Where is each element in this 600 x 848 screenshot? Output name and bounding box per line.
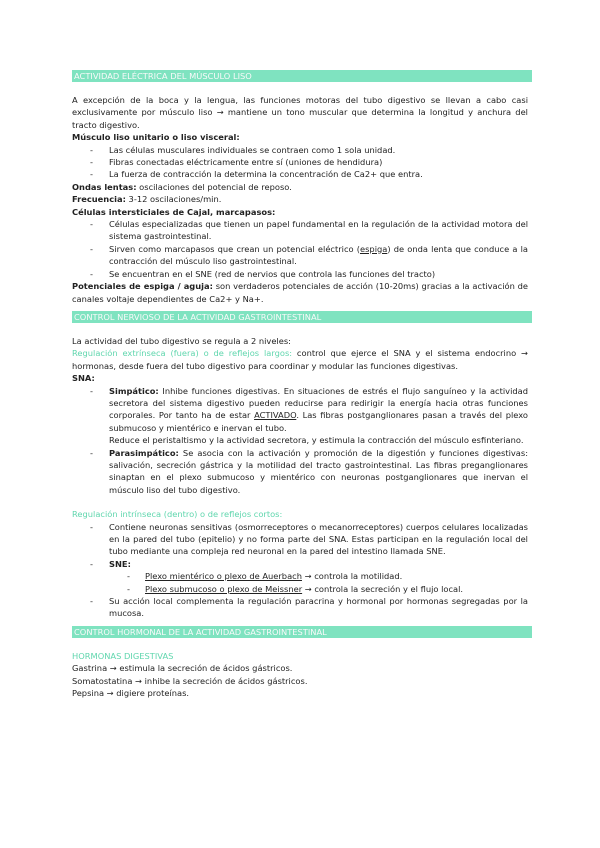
subheading-cajal: Células intersticiales de Cajal, marcapasos:	[72, 206, 276, 217]
line-somatostatina: Somatostatina → inhibe la secreción de ácidos gástricos.	[72, 675, 308, 686]
section-heading-actividad-electrica: ACTIVIDAD ELÉCTRICA DEL MÚSCULO LISO	[72, 70, 532, 82]
section-heading-control-nervioso: CONTROL NERVIOSO DE LA ACTIVIDAD GASTROINTESTINAL	[72, 311, 532, 323]
paragraph-ondas-lentas: Ondas lentas: oscilaciones del potencial de reposo.	[72, 181, 292, 192]
paragraph-regulacion-extrinseca: Regulación extrínseca (fuera) o de reflejos largos: control que ejerce el SNA y el sistema endocrino → hormonas, desde fuera del tubo digestivo para coordinar y modular las funciones digestivas.	[72, 348, 529, 371]
list-item-sne: - SNE:	[90, 558, 131, 569]
list-item-simpatico-cont: Reduce el peristaltismo y la actividad secretora, y estimula la contracción del músculo esfinteriano.	[109, 435, 524, 446]
subheading-regulacion-intrinseca: Regulación intrínseca (dentro) o de reflejos cortos:	[72, 509, 283, 520]
list-unitario	[72, 144, 528, 181]
subheading-hormonas-digestivas: HORMONAS DIGESTIVAS	[72, 650, 174, 661]
paragraph-frecuencia: Frecuencia: 3-12 oscilaciones/min.	[72, 194, 222, 205]
list-item: - Las células musculares individuales se contraen como 1 sola unidad.	[90, 144, 396, 155]
list-item-parasimpatico: - Parasimpático: Se asocia con la activación y promoción de la digestión y funciones digestivas: salivación, secreción gástrica y la motilidad del tracto gastrointestinal. Las fibras preganglionares sinaptan en el plexo submucoso y mientérico con neuronas postganglionares que inervan el músculo liso del tubo digestivo.	[90, 447, 528, 495]
paragraph-potenciales-espiga: Potenciales de espiga / aguja: son verdaderos potenciales de acción (10-20ms) gracias a la activación de canales voltaje dependientes de Ca2+ y Na+.	[72, 281, 528, 304]
subheading-musculo-unitario: Músculo liso unitario o liso visceral:	[72, 132, 240, 143]
paragraph-intro: A excepción de la boca y la lengua, las funciones motoras del tubo digestivo se llevan a cabo casi exclusivamente por músculo liso → mantiene un tono muscular que determina la longitud y anchura del tracto digestivo.	[72, 95, 528, 130]
line-gastrina: Gastrina → estimula la secreción de ácidos gástricos.	[72, 663, 293, 674]
list-item-meissner: - Plexo submucoso o plexo de Meissner → controla la secreción y el flujo local.	[127, 583, 464, 594]
line-pepsina: Pepsina → digiere proteínas.	[72, 688, 190, 699]
paragraph-niveles: La actividad del tubo digestivo se regula a 2 niveles:	[72, 335, 291, 346]
list-item: - Contiene neuronas sensitivas (osmorreceptores o mecanorreceptores) cuerpos celulares localizadas en la pared del tubo (epitelio) y no forma parte del SNA. Estas participan en la regulación local del tubo mediante una compleja red neuronal en la pared del intestino llamada SNE.	[90, 521, 528, 557]
list-cajal	[72, 218, 528, 280]
list-item-auerbach: - Plexo mientérico o plexo de Auerbach → controla la motilidad.	[127, 571, 403, 582]
list-item-simpatico: - Simpático: Inhibe funciones digestivas. En situaciones de estrés el flujo sanguíneo y la actividad secretora del sistema digestivo pueden reducirse para redirigir la energía hacia otras funciones corporales. Por tanto ha de estar ACTIVADO. Las fibras postganglionares pasan a través del plexo submucoso y mientérico e inervan el tubo.	[90, 385, 528, 433]
document-page	[72, 70, 528, 699]
list-item: - Sirven como marcapasos que crean un potencial eléctrico (espiga) de onda lenta que conduce a la contracción del músculo liso gastrointestinal.	[90, 243, 528, 267]
list-item: - Se encuentran en el SNE (red de nervios que controla las funciones del tracto)	[90, 268, 436, 279]
section-heading-control-hormonal: CONTROL HORMONAL DE LA ACTIVIDAD GASTROINTESTINAL	[72, 626, 532, 638]
list-sna	[72, 385, 528, 497]
list-item: - Su acción local complementa la regulación paracrina y hormonal por hormonas segregadas por la mucosa.	[90, 596, 528, 619]
list-item: - La fuerza de contracción la determina la concentración de Ca2+ que entra.	[90, 169, 423, 180]
list-item: - Células especializadas que tienen un papel fundamental en la regulación de la actividad motora del sistema gastrointestinal.	[90, 219, 528, 242]
list-item: - Fibras conectadas eléctricamente entre sí (uniones de hendidura)	[90, 157, 383, 168]
list-intrinseca	[72, 521, 528, 620]
subheading-sna: SNA:	[72, 373, 95, 384]
